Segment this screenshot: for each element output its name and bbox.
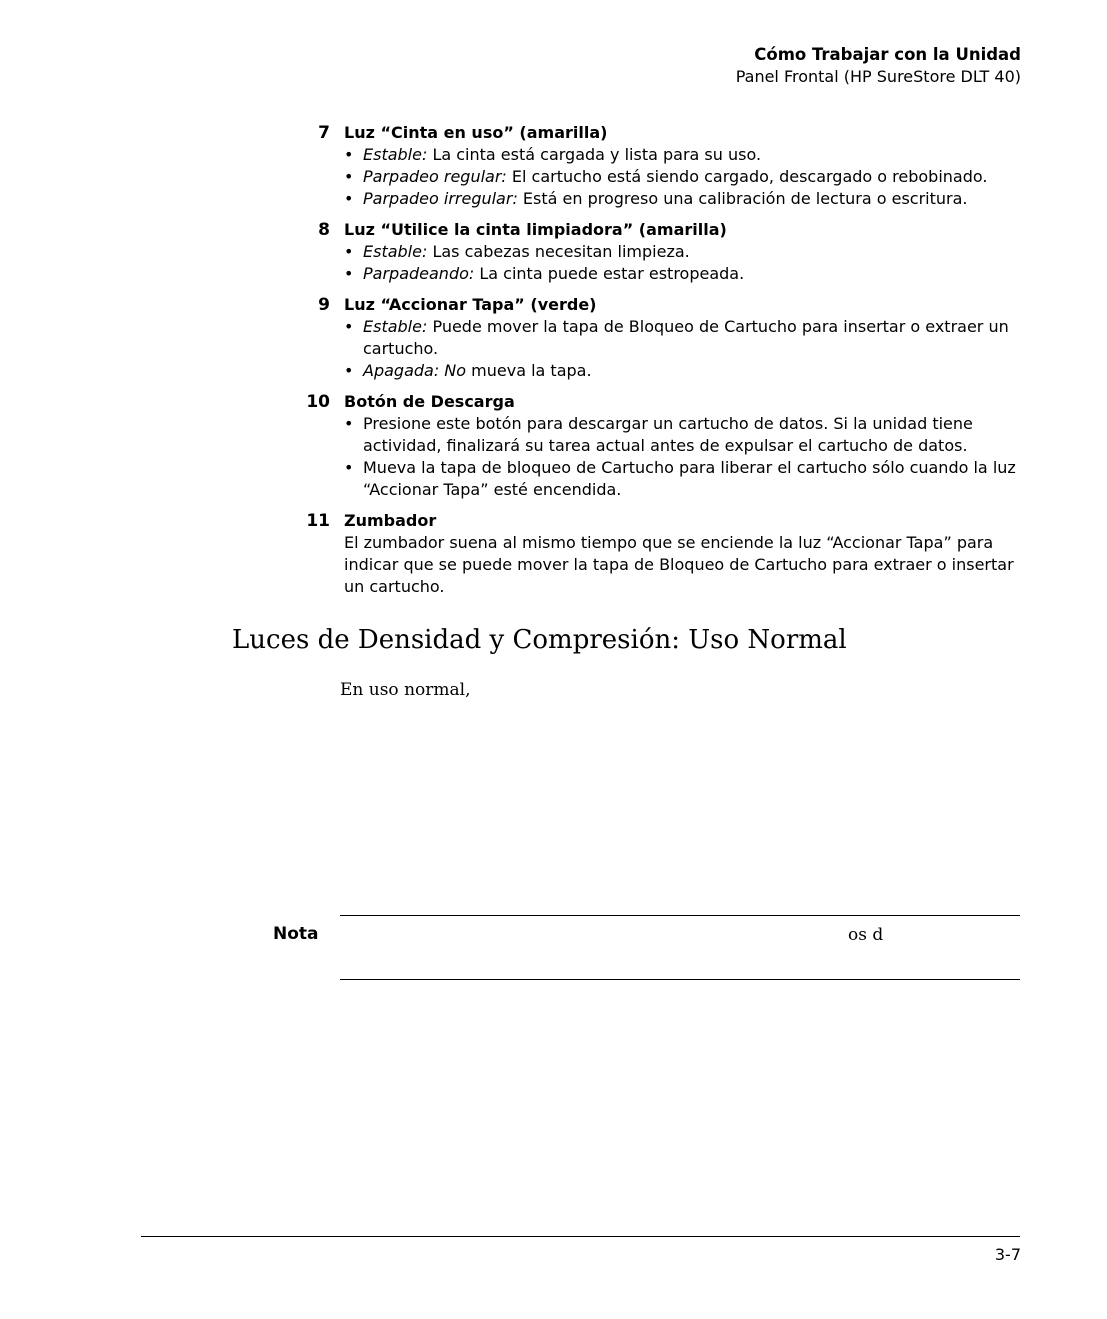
bullet-icon: • (344, 317, 354, 336)
section-heading: Luces de Densidad y Compresión: Uso Normal (232, 625, 847, 655)
item-number: 10 (306, 392, 330, 412)
bullet-term: Parpadeando: (363, 264, 475, 283)
bullet-item (344, 241, 1030, 263)
item-number: 7 (318, 123, 330, 143)
item-title: Luz “Utilice la cinta limpiadora” (amarilla) (344, 220, 727, 239)
bullet-term: Parpadeo regular: (363, 167, 507, 186)
indicator-item (300, 294, 1030, 382)
bullet-text: Mueva la tapa de bloqueo de Cartucho para liberar el cartucho sólo cuando la luz “Accionar Tapa” esté encendida. (363, 458, 1016, 499)
item-title: Zumbador (344, 511, 437, 530)
bullet-item (344, 316, 1030, 360)
note-top-rule (340, 915, 1020, 916)
indicator-item (300, 122, 1030, 210)
item-title: Luz “Accionar Tapa” (verde) (344, 295, 597, 314)
bullet-icon: • (344, 145, 354, 164)
footer-rule (141, 1236, 1020, 1237)
bullet-text: Las cabezas necesitan limpieza. (427, 242, 690, 261)
note-bottom-rule (340, 979, 1020, 980)
bullet-icon: • (344, 242, 354, 261)
bullet-list (344, 144, 1030, 210)
running-header (736, 44, 1021, 88)
item-number: 11 (306, 511, 330, 531)
bullet-item (344, 144, 1030, 166)
bullet-icon: • (344, 189, 354, 208)
bullet-text: El cartucho está siendo cargado, descargado o rebobinado. (506, 167, 988, 186)
item-number: 9 (318, 295, 330, 315)
bullet-text: La cinta puede estar estropeada. (474, 264, 745, 283)
indicator-item (300, 510, 1030, 598)
intro-paragraph: En uso normal, (340, 680, 471, 700)
bullet-item (344, 166, 1030, 188)
bullet-item (344, 457, 1030, 501)
bullet-text: La cinta está cargada y lista para su uso. (427, 145, 762, 164)
item-number: 8 (318, 220, 330, 240)
bullet-list (344, 241, 1030, 285)
bullet-icon: • (344, 264, 354, 283)
bullet-item (344, 263, 1030, 285)
item-paragraph: El zumbador suena al mismo tiempo que se enciende la luz “Accionar Tapa” para indicar que se puede mover la tapa de Bloqueo de Cartucho para extraer o insertar un cartucho. (344, 533, 1014, 596)
bullet-item (344, 360, 1030, 382)
note-label: Nota (273, 924, 319, 944)
bullet-icon: • (344, 167, 354, 186)
bullet-text: Puede mover la tapa de Bloqueo de Cartucho para insertar o extraer un cartucho. (363, 317, 1009, 358)
bullet-icon: • (344, 458, 354, 477)
bullet-text: Está en progreso una calibración de lectura o escritura. (517, 189, 968, 208)
bullet-text: mueva la tapa. (466, 361, 592, 380)
bullet-item (344, 188, 1030, 210)
bullet-icon: • (344, 414, 354, 433)
bullet-term: Estable: (363, 317, 428, 336)
chapter-title: Cómo Trabajar con la Unidad (754, 45, 1021, 64)
bullet-list (344, 413, 1030, 501)
bullet-list (344, 316, 1030, 382)
bullet-term: Parpadeo irregular: (363, 189, 518, 208)
bullet-term: Estable: (363, 242, 428, 261)
bullet-text: Presione este botón para descargar un cartucho de datos. Si la unidad tiene actividad, finalizará su tarea actual antes de expulsar el cartucho de datos. (363, 414, 973, 455)
bullet-icon: • (344, 361, 354, 380)
bullet-term: Estable: (363, 145, 428, 164)
indicator-item (300, 219, 1030, 285)
indicator-item (300, 391, 1030, 501)
section-title: Panel Frontal (HP SureStore DLT 40) (735, 67, 1021, 86)
item-title: Botón de Descarga (344, 392, 515, 411)
indicator-list (300, 122, 1030, 607)
item-title: Luz “Cinta en uso” (amarilla) (344, 123, 608, 142)
note-text-fragment: os d (848, 925, 884, 945)
bullet-term: Apagada: No (363, 361, 467, 380)
bullet-item (344, 413, 1030, 457)
page-number: 3-7 (994, 1245, 1021, 1264)
